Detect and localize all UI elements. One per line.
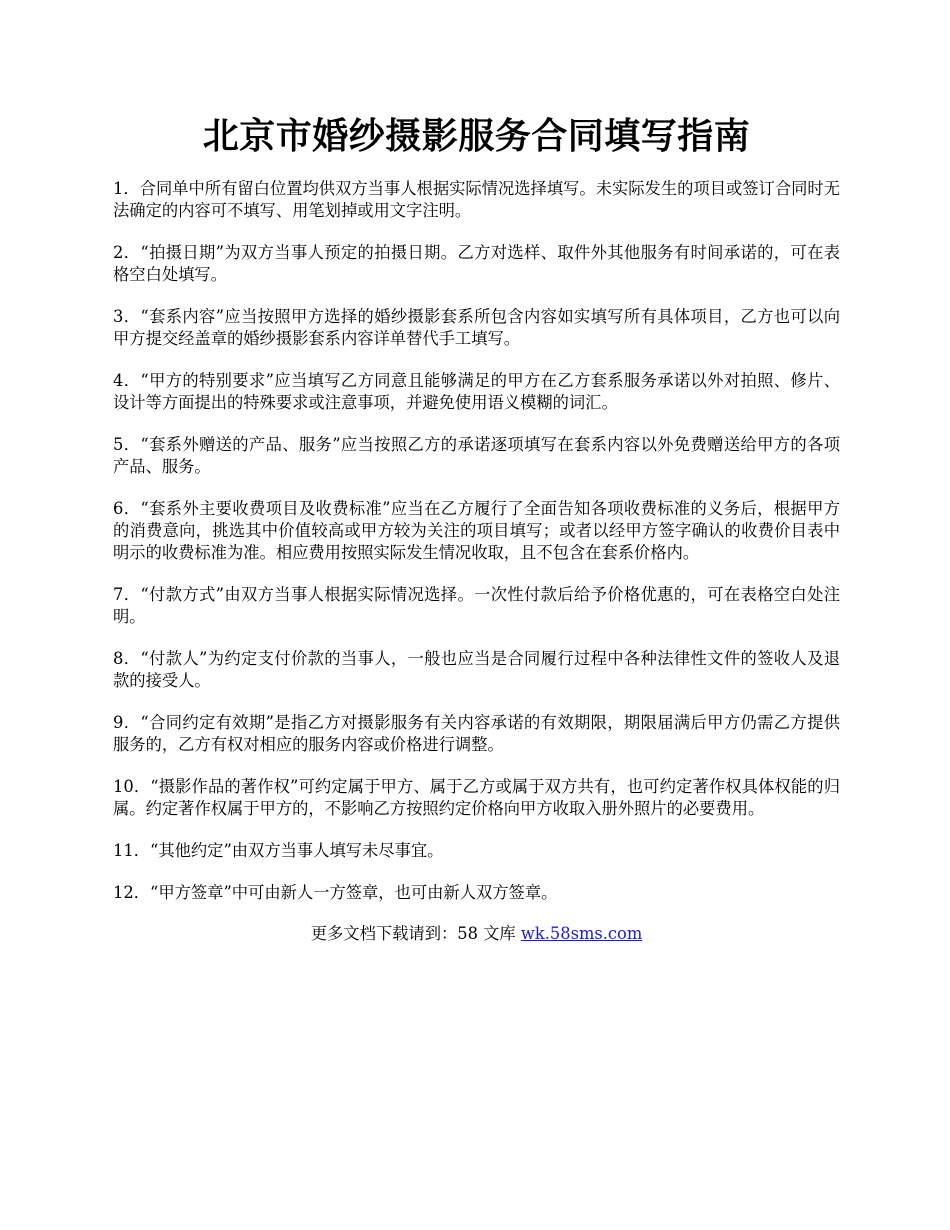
guide-item-10: 10．“摄影作品的著作权”可约定属于甲方、属于乙方或属于双方共有，也可约定著作权具体权能的归属。约定著作权属于甲方的，不影响乙方按照约定价格向甲方收取入册外照片的必要费用。 xyxy=(113,777,840,818)
guide-item-11: 11．“其他约定”由双方当事人填写未尽事宜。 xyxy=(113,841,444,860)
guide-item-list xyxy=(113,178,840,904)
footer-text: 更多文档下载请到：58 文库 xyxy=(310,924,521,943)
guide-item-7: 7．“付款方式”由双方当事人根据实际情况选择。一次性付款后给予价格优惠的，可在表格空白处注明。 xyxy=(113,585,840,626)
guide-item-2: 2．“拍摄日期”为双方当事人预定的拍摄日期。乙方对选样、取件外其他服务有时间承诺的，可在表格空白处填写。 xyxy=(113,243,840,284)
document-page xyxy=(113,108,840,945)
download-footer xyxy=(113,923,840,945)
guide-item-6: 6．“套系外主要收费项目及收费标准”应当在乙方履行了全面告知各项收费标准的义务后，根据甲方的消费意向，挑选其中价值较高或甲方较为关注的项目填写；或者以经甲方签字确认的收费价目表中明示的收费标准为准。相应费用按照实际发生情况收取，且不包含在套系价格内。 xyxy=(113,499,840,562)
guide-item-5: 5．“套系外赠送的产品、服务”应当按照乙方的承诺逐项填写在套系内容以外免费赠送给甲方的各项产品、服务。 xyxy=(113,435,840,476)
footer-link[interactable]: wk.58sms.com xyxy=(520,924,643,943)
guide-item-9: 9．“合同约定有效期”是指乙方对摄影服务有关内容承诺的有效期限，期限届满后甲方仍需乙方提供服务的，乙方有权对相应的服务内容或价格进行调整。 xyxy=(113,713,840,754)
guide-item-12: 12．“甲方签章”中可由新人一方签章，也可由新人双方签章。 xyxy=(113,883,558,902)
page-title: 北京市婚纱摄影服务合同填写指南 xyxy=(202,115,751,157)
guide-item-1: 1．合同单中所有留白位置均供双方当事人根据实际情况选择填写。未实际发生的项目或签订合同时无法确定的内容可不填写、用笔划掉或用文字注明。 xyxy=(113,179,840,220)
guide-item-4: 4．“甲方的特别要求”应当填写乙方同意且能够满足的甲方在乙方套系服务承诺以外对拍照、修片、设计等方面提出的特殊要求或注意事项，并避免使用语义模糊的词汇。 xyxy=(113,371,840,412)
guide-item-8: 8．“付款人”为约定支付价款的当事人，一般也应当是合同履行过程中各种法律性文件的签收人及退款的接受人。 xyxy=(113,649,840,690)
guide-item-3: 3．“套系内容”应当按照甲方选择的婚纱摄影套系所包含内容如实填写所有具体项目，乙方也可以向甲方提交经盖章的婚纱摄影套系内容详单替代手工填写。 xyxy=(113,307,840,348)
